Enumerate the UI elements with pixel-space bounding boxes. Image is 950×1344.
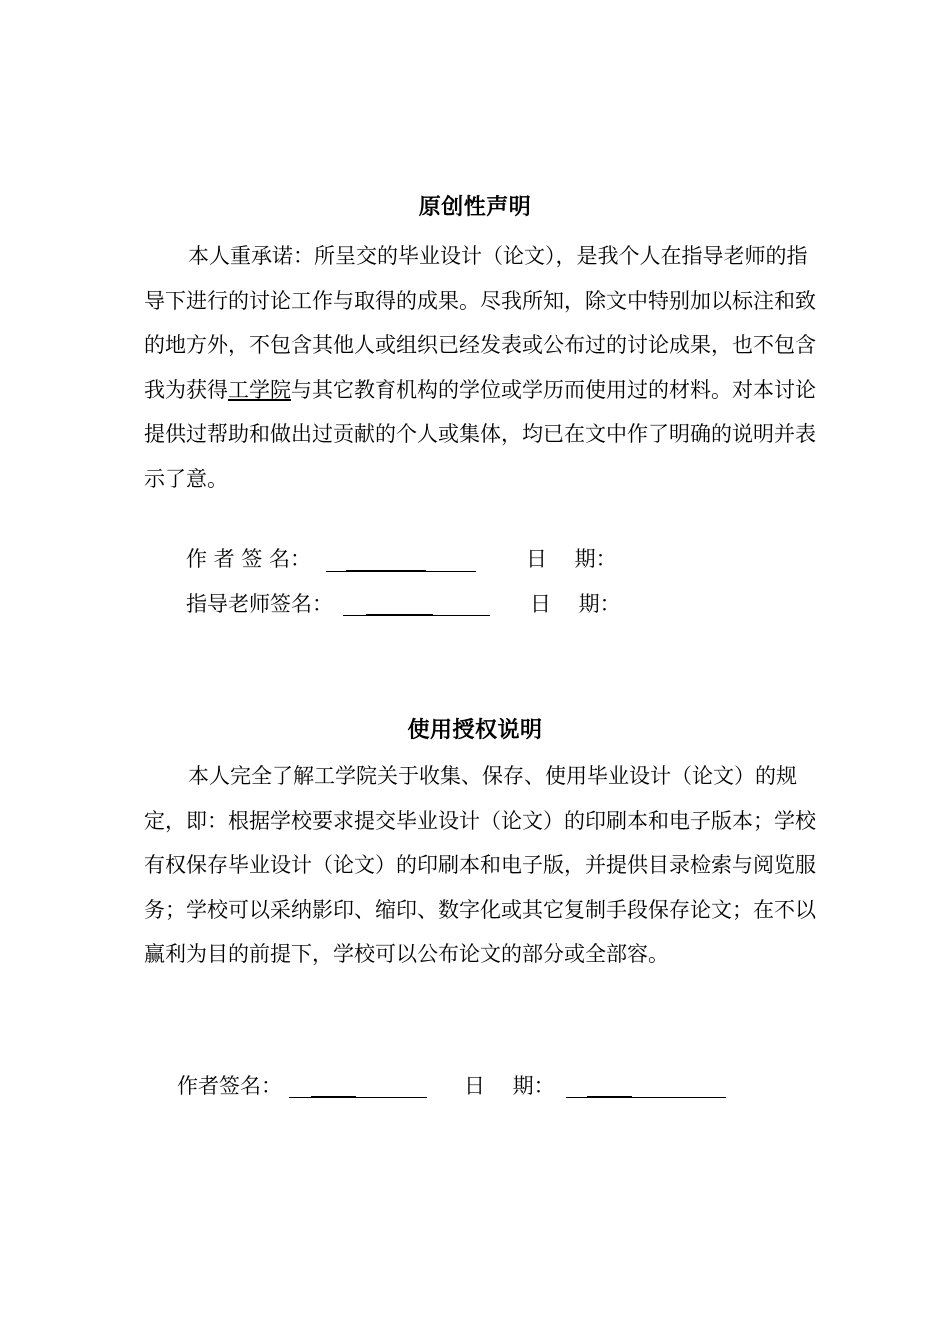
- advisor-date-label: 日 期：: [530, 592, 621, 616]
- originality-title: 原创性声明: [418, 195, 532, 220]
- author-signature-label: 作 者 签 名：: [186, 547, 312, 571]
- advisor-signature-label: 指导老师签名：: [186, 592, 333, 616]
- authorization-date-label: 日 期：: [464, 1074, 555, 1098]
- originality-text-part2: 与其它教育机构的学位或学历而使用过的材料。对本讨论提供过帮助和做出过贡献的个人或集体，均已在文中作了明确的说明并表示了意。: [144, 377, 816, 491]
- authorization-paragraph: 本人完全了解工学院关于收集、保存、使用毕业设计（论文）的规定，即：根据学校要求提交毕业设计（论文）的印刷本和电子版本；学校有权保存毕业设计（论文）的印刷本和电子版，并提供目录检索与阅览服务；学校可以采纳影印、缩印、数字化或其它复制手段保存论文；在不以赢利为目的前提下，学校可以公布论文的部分或全部容。: [144, 764, 816, 966]
- author-signature-line-accent: [346, 570, 426, 572]
- originality-text-part1: 本人重承诺：所呈交的毕业设计（论文），是我个人在指导老师的指导下进行的讨论工作与取得的成果。尽我所知，除文中特别加以标注和致的地方外，不包含其他人或组织已经发表或公布过的讨论成果，也不包含我为获得: [144, 244, 816, 402]
- authorization-author-line-accent: [311, 1096, 356, 1098]
- author-date-label: 日 期：: [526, 547, 617, 571]
- originality-paragraph: [144, 234, 824, 501]
- authorization-author-label: 作者签名：: [177, 1074, 282, 1098]
- authorization-title: 使用授权说明: [407, 718, 543, 743]
- institution-name-underlined: 工学院: [228, 377, 291, 402]
- authorization-author-line[interactable]: [289, 1097, 427, 1098]
- authorization-date-line-accent: [587, 1096, 632, 1098]
- advisor-signature-line-accent: [366, 614, 433, 616]
